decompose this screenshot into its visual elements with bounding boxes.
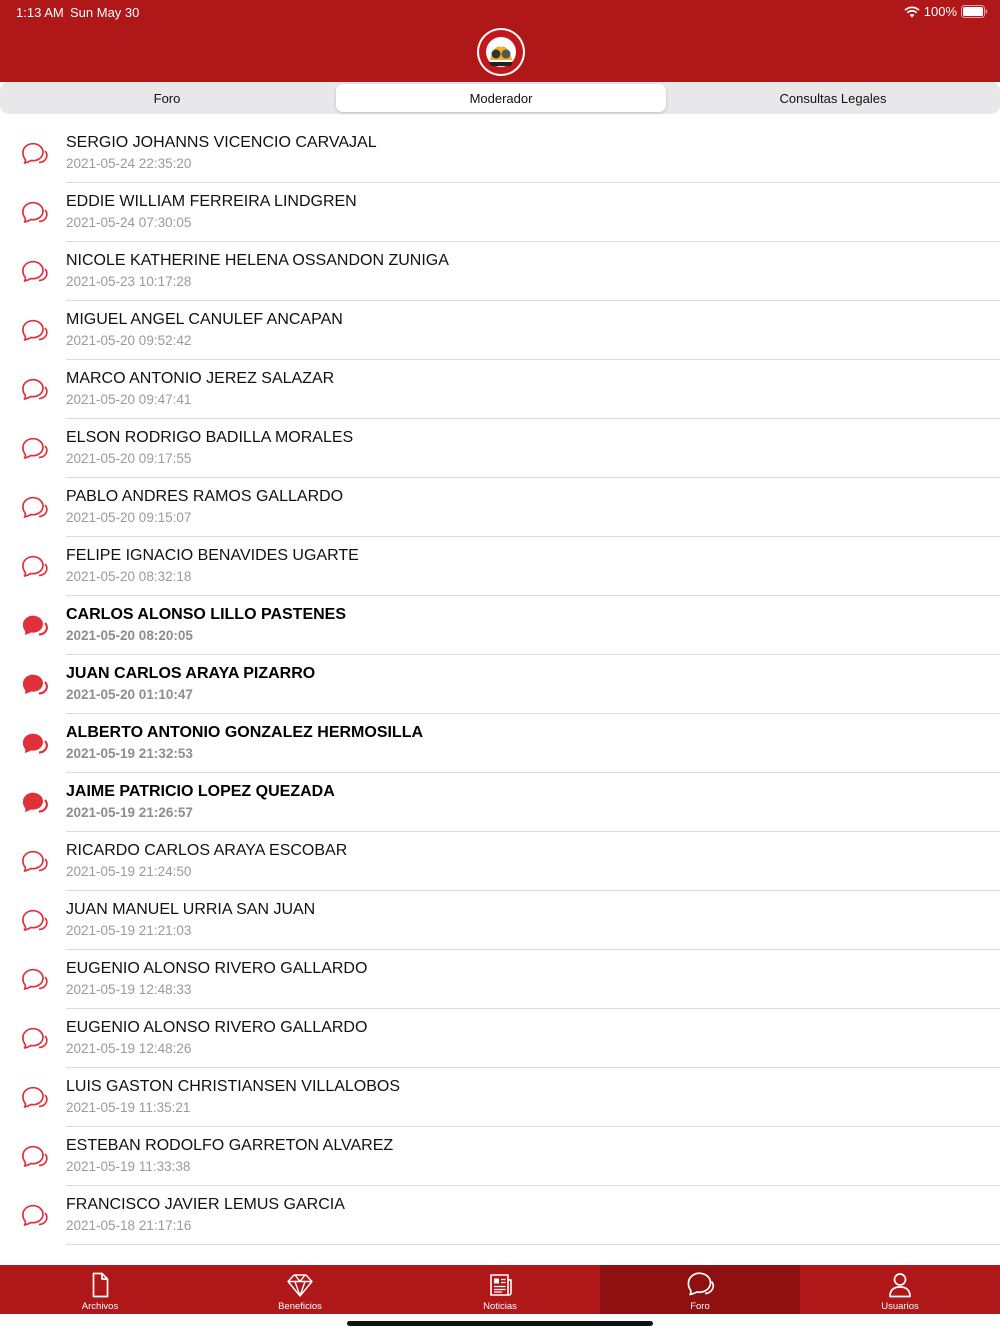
segment-consultas-legales[interactable]: Consultas Legales (779, 90, 887, 106)
thread-row[interactable] (0, 360, 1000, 419)
thread-row[interactable] (0, 1127, 1000, 1186)
thread-row[interactable] (0, 124, 1000, 183)
thread-author: EUGENIO ALONSO RIVERO GALLARDO (66, 1019, 368, 1036)
home-indicator[interactable] (347, 1321, 653, 1326)
tab-archivos[interactable] (0, 1265, 200, 1314)
thread-timestamp: 2021-05-19 21:26:57 (66, 805, 193, 820)
chat-bubble-icon (20, 1084, 48, 1112)
thread-author: PABLO ANDRES RAMOS GALLARDO (66, 488, 344, 505)
thread-author: SERGIO JOHANNS VICENCIO CARVAJAL (66, 134, 377, 151)
tab-label: Foro (690, 1301, 710, 1312)
chat-bubble-filled-icon (20, 789, 48, 817)
thread-author: RICARDO CARLOS ARAYA ESCOBAR (66, 842, 348, 859)
tab-foro[interactable] (600, 1265, 800, 1314)
thread-author: FELIPE IGNACIO BENAVIDES UGARTE (66, 547, 359, 564)
chat-bubble-icon (20, 435, 48, 463)
thread-row[interactable] (0, 419, 1000, 478)
row-divider (66, 1244, 1000, 1245)
user-icon (885, 1270, 915, 1300)
newspaper-icon (485, 1270, 515, 1300)
thread-author: JAIME PATRICIO LOPEZ QUEZADA (66, 783, 335, 800)
chat-bubble-icon (20, 258, 48, 286)
thread-row[interactable] (0, 596, 1000, 655)
tab-label: Archivos (81, 1301, 119, 1312)
thread-author: EDDIE WILLIAM FERREIRA LINDGREN (66, 193, 357, 210)
thread-timestamp: 2021-05-19 12:48:26 (66, 1041, 192, 1056)
thread-timestamp: 2021-05-19 21:32:53 (66, 746, 193, 761)
thread-row[interactable] (0, 1186, 1000, 1245)
thread-timestamp: 2021-05-19 11:33:38 (66, 1159, 191, 1174)
status-indicators (904, 4, 988, 19)
segment-moderador[interactable]: Moderador (336, 84, 666, 112)
thread-author: CARLOS ALONSO LILLO PASTENES (66, 606, 347, 623)
chat-bubble-icon (20, 199, 48, 227)
thread-row[interactable] (0, 478, 1000, 537)
thread-timestamp: 2021-05-20 08:32:18 (66, 569, 192, 584)
segment-foro[interactable]: Foro (153, 90, 181, 106)
chat-bubble-filled-icon (20, 671, 48, 699)
chat-bubble-filled-icon (20, 730, 48, 758)
thread-timestamp: 2021-05-20 01:10:47 (66, 687, 193, 702)
thread-timestamp: 2021-05-20 09:52:42 (66, 333, 192, 348)
thread-timestamp: 2021-05-19 21:24:50 (66, 864, 192, 879)
thread-author: MARCO ANTONIO JEREZ SALAZAR (66, 370, 335, 387)
thread-row[interactable] (0, 301, 1000, 360)
thread-row[interactable] (0, 891, 1000, 950)
tab-noticias[interactable] (400, 1265, 600, 1314)
nav-bar (0, 0, 1000, 82)
chat-bubble-icon (20, 907, 48, 935)
thread-row[interactable] (0, 950, 1000, 1009)
tab-label: Noticias (483, 1301, 517, 1312)
thread-author: MIGUEL ANGEL CANULEF ANCAPAN (66, 311, 343, 328)
thread-timestamp: 2021-05-20 09:15:07 (66, 510, 192, 525)
thread-author: EUGENIO ALONSO RIVERO GALLARDO (66, 960, 368, 977)
battery-icon (961, 5, 988, 18)
chat-bubble-filled-icon (20, 612, 48, 640)
tab-label: Usuarios (881, 1301, 919, 1312)
union-logo-icon (476, 27, 526, 77)
battery-percent: 100% (923, 4, 957, 19)
thread-row[interactable] (0, 655, 1000, 714)
chat-bubble-icon (20, 966, 48, 994)
thread-row[interactable] (0, 773, 1000, 832)
thread-row[interactable] (0, 832, 1000, 891)
thread-timestamp: 2021-05-20 08:20:05 (66, 628, 193, 643)
thread-timestamp: 2021-05-24 22:35:20 (66, 156, 192, 171)
thread-author: JUAN CARLOS ARAYA PIZARRO (66, 665, 316, 682)
thread-timestamp: 2021-05-20 09:17:55 (66, 451, 192, 466)
tab-bar (0, 1265, 1000, 1314)
status-date: Sun May 30 (70, 5, 140, 20)
thread-row[interactable] (0, 714, 1000, 773)
chat-bubble-icon (20, 494, 48, 522)
thread-author: ALBERTO ANTONIO GONZALEZ HERMOSILLA (66, 724, 424, 741)
chat-bubble-icon (20, 848, 48, 876)
tab-usuarios[interactable] (800, 1265, 1000, 1314)
thread-row[interactable] (0, 183, 1000, 242)
tab-beneficios[interactable] (200, 1265, 400, 1314)
thread-author: LUIS GASTON CHRISTIANSEN VILLALOBOS (66, 1078, 401, 1095)
wifi-icon (904, 6, 920, 18)
thread-author: ESTEBAN RODOLFO GARRETON ALVAREZ (66, 1137, 394, 1154)
segmented-control (0, 82, 1000, 114)
status-time: 1:13 AM (16, 5, 64, 20)
thread-row[interactable] (0, 1068, 1000, 1127)
thread-timestamp: 2021-05-19 11:35:21 (66, 1100, 191, 1115)
tab-label: Beneficios (278, 1301, 322, 1312)
chat-bubble-icon (20, 553, 48, 581)
thread-row[interactable] (0, 1009, 1000, 1068)
chat-bubble-icon (20, 1025, 48, 1053)
thread-row[interactable] (0, 242, 1000, 301)
chat-bubble-icon (20, 317, 48, 345)
thread-timestamp: 2021-05-24 07:30:05 (66, 215, 192, 230)
thread-timestamp: 2021-05-19 21:21:03 (66, 923, 192, 938)
thread-author: ELSON RODRIGO BADILLA MORALES (66, 429, 354, 446)
thread-author: FRANCISCO JAVIER LEMUS GARCIA (66, 1196, 345, 1213)
document-icon (85, 1270, 115, 1300)
thread-author: NICOLE KATHERINE HELENA OSSANDON ZUNIGA (66, 252, 449, 269)
chat-bubble-icon (20, 140, 48, 168)
thread-timestamp: 2021-05-20 09:47:41 (66, 392, 192, 407)
thread-author: JUAN MANUEL URRIA SAN JUAN (66, 901, 316, 918)
thread-timestamp: 2021-05-18 21:17:16 (66, 1218, 192, 1233)
thread-timestamp: 2021-05-23 10:17:28 (66, 274, 192, 289)
diamond-icon (285, 1270, 315, 1300)
thread-list (0, 124, 1000, 1245)
chat-bubble-icon (20, 376, 48, 404)
chat-bubble-icon (20, 1143, 48, 1171)
chat-bubbles-icon (685, 1270, 715, 1300)
thread-row[interactable] (0, 537, 1000, 596)
thread-timestamp: 2021-05-19 12:48:33 (66, 982, 192, 997)
chat-bubble-icon (20, 1202, 48, 1230)
